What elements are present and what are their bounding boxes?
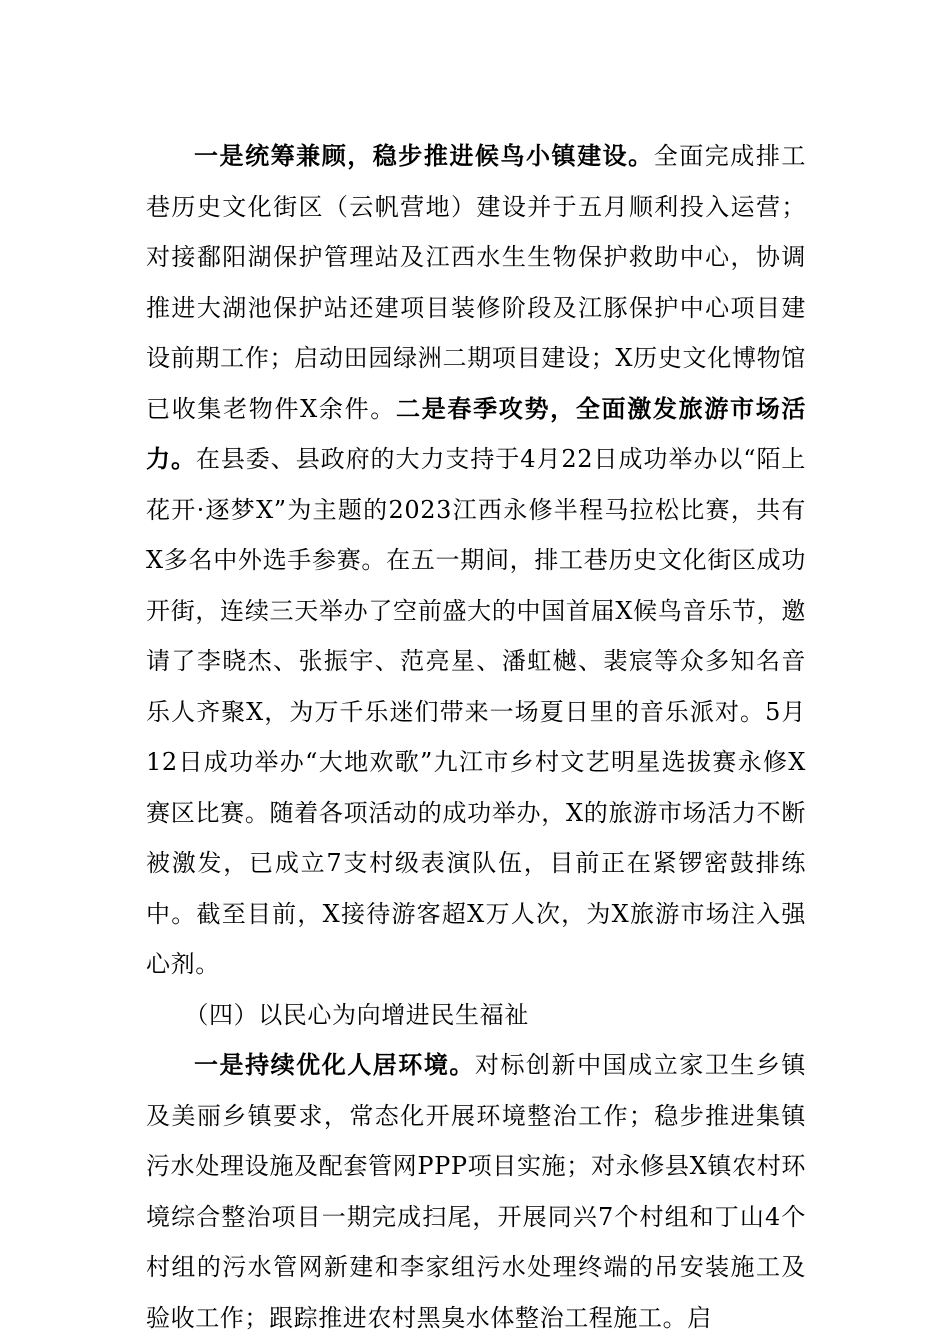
paragraph-text: 全面完成排工巷历史文化街区（云帆营地）建设并于五月顺利投入运营；对接鄱阳湖保护管理站及江西水生生物保护救助中心，协调推进大湖池保护站还建项目装修阶段及江豚保护中心项目建设前期工作；启动田园绿洲二期项目建设；X历史文化博物馆已收集老物件X余件。 <box>146 142 806 423</box>
paragraph-text: 对标创新中国成立家卫生乡镇及美丽乡镇要求，常态化开展环境整治工作；稳步推进集镇污水处理设施及配套管网PPP项目实施；对永修县X镇农村环境综合整治项目一期完成扫尾，开展同兴7个村组和丁山4个村组的污水管网新建和李家组污水处理终端的吊安装施工及验收工作；跟踪推进农村黑臭水体整治工程施工。启 <box>146 1051 806 1332</box>
paragraph-text: 在县委、县政府的大力支持于4月22日成功举办以“陌上花开·逐梦X”为主题的2023江西永修半程马拉松比赛，共有X多名中外选手参赛。在五一期间，排工巷历史文化街区成功开街，连续三天举办了空前盛大的中国首届X候鸟音乐节，邀请了李晓杰、张振宇、范亮星、潘虹樾、裴宸等众多知名音乐人齐聚X，为万千乐迷们带来一场夏日里的音乐派对。5月12日成功举办“大地欢歌”九江市乡村文艺明星选拔赛永修X赛区比赛。随着各项活动的成功举办，X的旅游市场活力不断被激发，已成立7支村级表演队伍，目前正在紧锣密鼓排练中。截至目前，X接待游客超X万人次，为X旅游市场注入强心剂。 <box>146 445 806 978</box>
paragraph-living-environment <box>146 1040 806 1343</box>
section-heading: （四）以民心为向增进民生福祉 <box>184 1000 529 1029</box>
bold-lead-2: 二是春季攻势，全面激发旅游市场活力。 <box>146 394 806 473</box>
bold-lead-1: 一是统筹兼顾，稳步推进候鸟小镇建设。 <box>194 142 654 170</box>
bold-lead-3: 一是持续优化人居环境。 <box>194 1051 475 1079</box>
paragraph-hougniao-town <box>146 131 806 990</box>
document-body <box>146 131 806 1343</box>
